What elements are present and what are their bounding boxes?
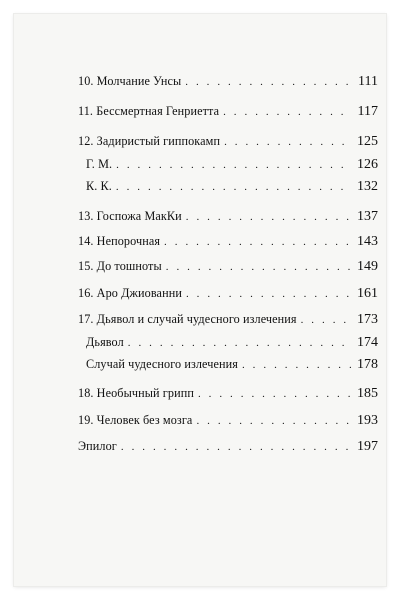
toc-entry-title: 16. Аро Джиованни [78,286,182,300]
toc-subentry [86,157,378,177]
toc-subentry-title: К. К. [86,179,112,193]
toc-subentry-page: 174 [357,335,378,350]
toc-entry-title: Эпилог [78,439,117,453]
toc-subentry [86,335,378,355]
toc-subentry-page: 126 [357,157,378,172]
dot-leader [128,337,351,349]
toc-entry-page: 185 [357,386,378,401]
toc-entry-page: 143 [357,234,378,249]
toc-entry-page: 117 [357,104,378,119]
toc-entry-chapter-19 [78,413,378,433]
toc-subentry-page: 178 [357,357,378,372]
toc-entry-chapter-17 [78,312,378,332]
toc-subentry [86,179,378,199]
dot-leader [242,359,351,371]
toc-entry-title: 12. Задиристый гиппокамп [78,134,221,148]
toc-entry-title: 17. Дьявол и случай чудесного излечения [78,312,297,326]
dot-leader [224,136,351,148]
toc-entry-chapter-14 [78,234,378,254]
dot-leader [166,261,351,273]
toc-entry-page: 149 [357,259,378,274]
toc-entry-chapter-16 [78,286,378,306]
dot-leader [116,159,351,171]
toc-entry-title: 18. Необычный грипп [78,386,194,400]
dot-leader [186,211,351,223]
toc-entry-chapter-12 [78,134,378,154]
toc-entry-page: 193 [357,413,378,428]
toc-entry-epilogue [78,439,378,459]
toc-entry-title: 19. Человек без мозга [78,413,193,427]
toc-entry-page: 125 [357,134,378,149]
dot-leader [223,106,351,118]
dot-leader [186,288,351,300]
toc-entry-title: 10. Молчание Унсы [78,74,182,88]
toc-entry-chapter-15 [78,259,378,279]
toc-entry-page: 197 [357,439,378,454]
book-page [14,14,386,586]
dot-leader [198,388,351,400]
toc-entry-page: 111 [358,74,378,89]
toc-entry-chapter-13 [78,209,378,229]
toc-entry-chapter-18 [78,386,378,406]
toc-entry-title: 14. Непорочная [78,234,161,248]
dot-leader [185,76,351,88]
toc-subentry-title: Случай чудесного излечения [86,357,238,371]
toc-subentry-title: Дьявол [86,335,124,349]
toc-subentry-title: Г. М. [86,157,113,171]
toc-entry-page: 137 [357,209,378,224]
toc-entry-title: 15. До тошноты [78,259,162,273]
toc-entry-title: 13. Госпожа МакКи [78,209,182,223]
dot-leader [301,314,351,326]
toc-entry-chapter-10 [78,74,378,94]
dot-leader [116,181,351,193]
toc-subentry [86,357,378,377]
toc-entry-chapter-11 [78,104,378,124]
toc-entry-title: 11. Бессмертная Генриетта [78,104,220,118]
dot-leader [121,441,351,453]
dot-leader [164,236,351,248]
toc-entry-page: 161 [357,286,378,301]
toc-subentry-page: 132 [357,179,378,194]
dot-leader [196,415,351,427]
toc-entry-page: 173 [357,312,378,327]
